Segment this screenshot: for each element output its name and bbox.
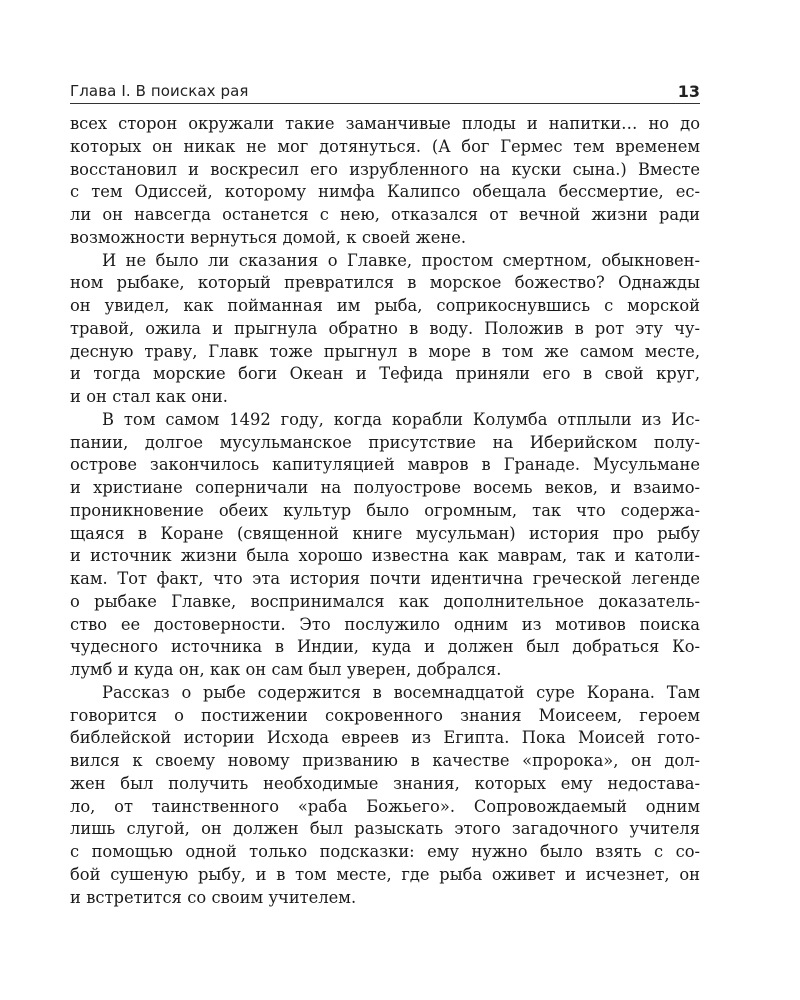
text-line: травой, ожила и прыгнула обратно в воду. Положив в рот эту чу- [70,318,700,338]
text-line: и христиане соперничали на полуострове восемь веков, и взаимо- [70,478,700,497]
text-line: всех сторон окружали такие заманчивые плоды и напитки… но до [70,114,700,133]
chapter-title: Глава I. В поисках рая [70,82,249,100]
text-line: ло, от таинственного «раба Божьего». Сопровождаемый одним [70,796,700,816]
text-line: ли он навсегда останется с нею, отказался от вечной жизни ради [70,205,700,224]
text-line: библейской истории Исхода евреев из Египта. Пока Моисей гото- [70,728,700,748]
text-line: жен был получить необходимые знания, которых ему недостава- [70,773,700,793]
header-divider [70,103,700,104]
text-line: чудесного источника в Индии, куда и должен был добраться Ко- [70,637,700,657]
text-line: щаяся в Коране (священной книге мусульман) история про рыбу [70,523,700,543]
text-line: проникновение обеих культур было огромным, так что содержа- [70,500,700,520]
text-line: бой сушеную рыбу, и в том месте, где рыба оживет и исчезнет, он [70,864,700,884]
page-number: 13 [677,82,700,101]
text-line: возможности вернуться домой, к своей жене. [70,227,467,247]
text-line: В том самом 1492 году, когда корабли Колумба отплыли из Ис- [102,409,700,429]
text-line: и он стал как они. [70,387,228,406]
text-line: с помощью одной только подсказки: ему нужно было взять с со- [70,842,700,861]
text-line: острове закончилось капитуляцией мавров в Гранаде. Мусульмане [70,455,700,475]
text-line: кам. Тот факт, что эта история почти идентична греческой легенде [70,569,700,588]
text-line: вился к своему новому призванию в качестве «пророка», он дол- [70,751,700,770]
text-line: и встретится со своим учителем. [70,887,357,907]
text-line: Рассказ о рыбе содержится в восемнадцатой суре Корана. Там [102,682,700,702]
text-line: восстановил и воскресил его изрубленного на куски сына.) Вместе [70,159,700,179]
text-line: лишь слугой, он должен был разыскать этого загадочного учителя [70,819,700,839]
text-line: ство ее достоверности. Это послужило одним из мотивов поиска [70,614,700,634]
text-line: пании, долгое мусульманское присутствие на Иберийском полу- [70,432,700,452]
text-line: которых он никак не мог дотянуться. (А бог Гермес тем временем [70,136,700,156]
text-line: и тогда морские боги Океан и Тефида приняли его в свой круг, [70,364,700,384]
text-line: говорится о постижении сокровенного знания Моисеем, героем [70,705,700,725]
text-line: И не было ли сказания о Главке, простом смертном, обыкновен- [102,250,700,270]
text-line: десную траву, Главк тоже прыгнул в море в том же самом месте, [70,341,700,361]
text-line: и источник жизни была хорошо известна как маврам, так и католи- [70,546,700,566]
text-line: ном рыбаке, который превратился в морское божество? Однажды [70,273,700,293]
text-line: с тем Одиссей, которому нимфа Калипсо обещала бессмертие, ес- [70,182,700,202]
body-text [70,113,700,909]
running-header [70,82,700,104]
text-line: о рыбаке Главке, воспринимался как дополнительное доказатель- [70,591,700,611]
text-line: он увидел, как пойманная им рыба, соприкоснувшись с морской [70,296,700,315]
text-line: лумб и куда он, как он сам был уверен, добрался. [70,660,502,679]
